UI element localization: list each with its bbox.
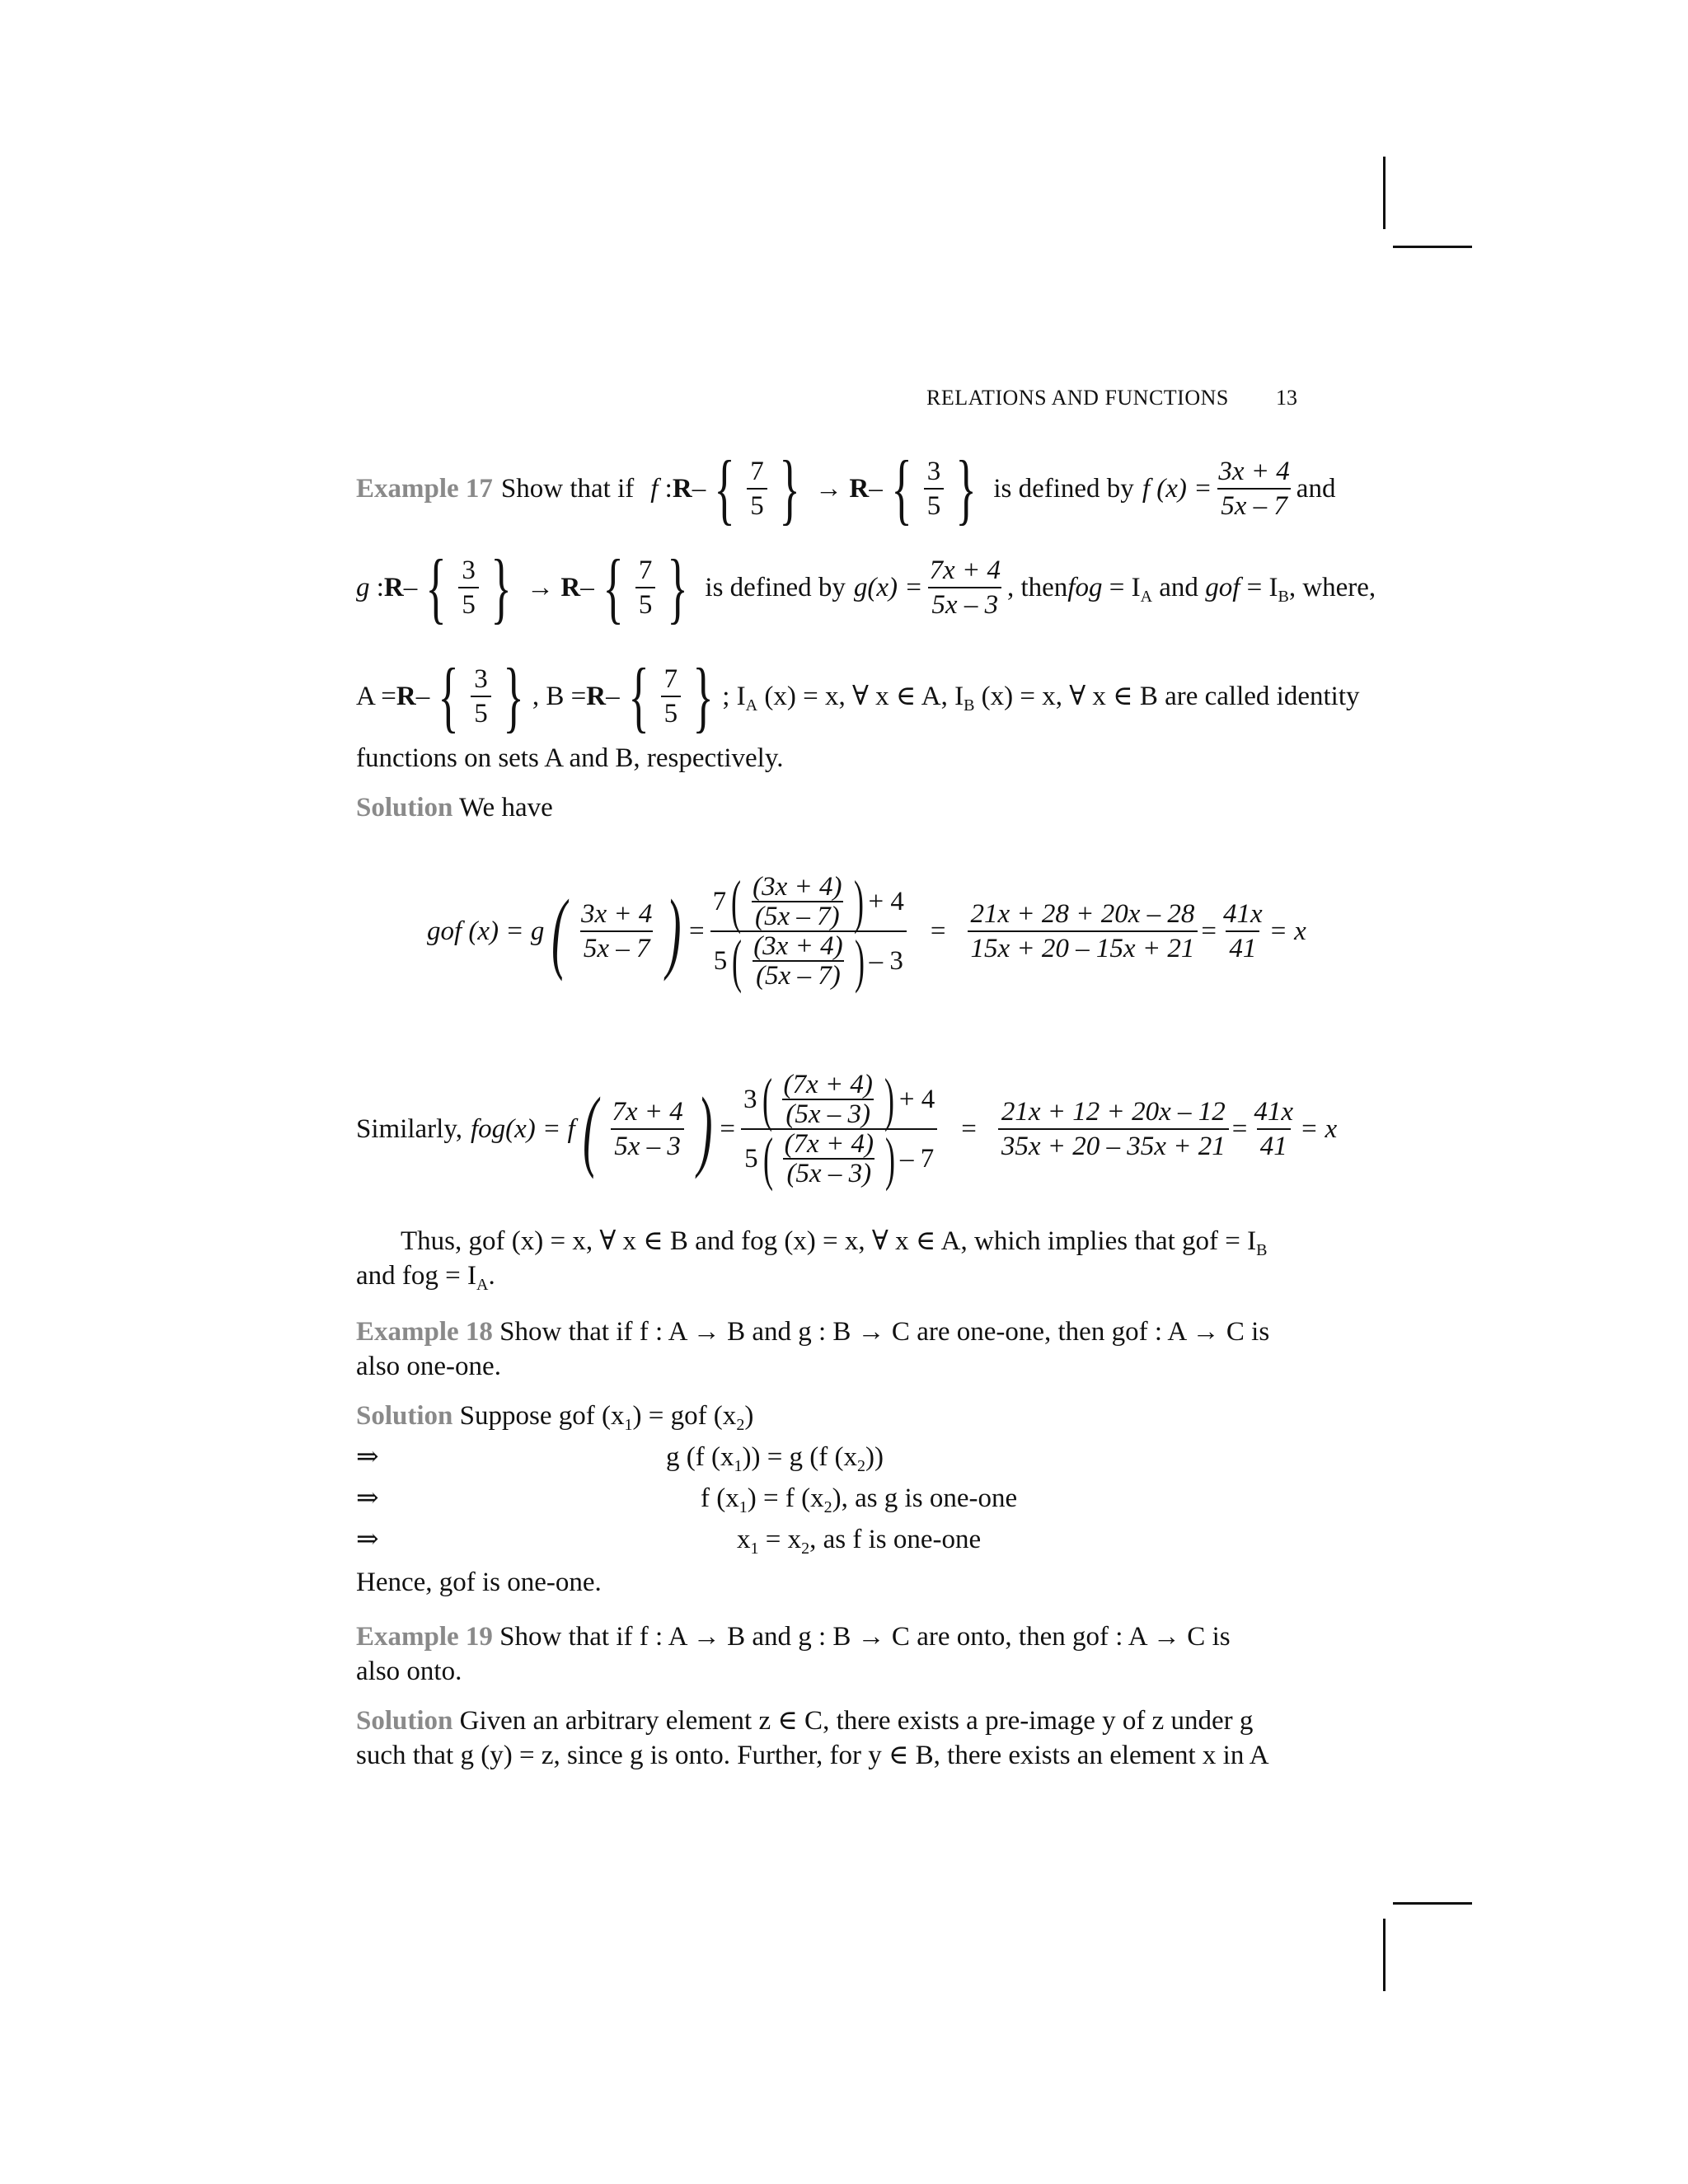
implies-arrow-3: ⇒ (356, 1525, 379, 1554)
set-seven-fifths: { $\frac{7}{5}$ } (714, 444, 800, 532)
example-17-line-1: Example 17 Show that if f : R – { $\frac{7}{5}$ } → R – { $\frac{3}{5}$ } is defined by f (x) = $\frac{3x + 4}{5x - 7}$ and (356, 444, 1336, 532)
set-B-def: , B = (532, 682, 587, 711)
solution-18-conclusion: Hence, gof is one-one. (356, 1568, 602, 1597)
implies-arrow-2: ⇒ (356, 1483, 379, 1513)
identity-statement: , thenfog = $I_A$ and gof = $I_B$, where, (1006, 573, 1376, 606)
fog-result: $\frac{41x}{41}$ (1254, 1097, 1294, 1161)
example-17-text-a: Show that if (500, 474, 635, 504)
set-A-def: A = (356, 682, 396, 711)
identity-definitions: ; $I_A$ (x) = x, ∀ x ∈ A, $I_B$ (x) = x, ∀ x ∈ B are called identity (722, 682, 1360, 715)
set-three-fifths-2: { $\frac{3}{5}$ } (425, 543, 512, 631)
example-17-and: and (1296, 474, 1336, 504)
function-f: f (650, 474, 659, 504)
running-title: RELATIONS AND FUNCTIONS (926, 386, 1229, 410)
crop-mark-top-vertical (1383, 157, 1386, 229)
example-19-line-2: also onto. (356, 1657, 462, 1686)
example-17-label: Example 17 (356, 474, 493, 504)
solution-19-label: Solution (356, 1706, 453, 1736)
set-three-fifths: { $\frac{3}{5}$ } (891, 444, 977, 532)
example-18-line-1: Example 18 Show that if f : A → B and g : B → C are one-one, then gof : A → C is (356, 1317, 1270, 1347)
solution-17-text: We have (459, 793, 553, 823)
g-of-x: g(x) = (853, 573, 923, 602)
implies-arrow-1: ⇒ (356, 1442, 379, 1472)
set-three-fifths-3: { $\frac{3}{5}$ } (438, 652, 524, 740)
crop-mark-top-horizontal (1393, 246, 1472, 248)
f-of-x: f (x) = (1142, 474, 1212, 504)
gof-result: $\frac{41x}{41}$ (1222, 899, 1263, 963)
example-17-line-2: g : R – { $\frac{3}{5}$ } → R – { $\frac{7}{5}$ } is defined by g(x) = $\frac{7x + 4}{5x - 3}$ , thenfog = $I_A$ and gof = $I_B$, where, (356, 543, 1376, 631)
set-seven-fifths-3: { $\frac{7}{5}$ } (627, 652, 714, 740)
example-17-text-b: is defined by (993, 474, 1134, 504)
fog-compound-fraction: 3 ( $\frac{(7x + 4)}{(5x - 3)}$ ) + 4 5 ( $\frac{(7x + 4)}{(5x - 3)}$ ) – 7 (740, 1071, 938, 1188)
gof-simplified: $\frac{21x + 28 + 20x - 28}{15x + 20 - 15x + 21}$ (968, 898, 1198, 965)
gof-equation: gof (x) = g ( $\frac{3x + 4}{5x - 7}$ ) = 7 ( $\frac{(3x + 4)}{(5x - 7)}$ ) + 4 5 ( $\frac{(3x + 4)}{(5x - 7)}$ ) – 3 = $\frac{21x + 28 + 20x - 28}{15x + 20 - 15x + 21}$ = $\frac{41x}{41}$ = x (427, 869, 1306, 994)
example-17-text-c: is defined by (705, 573, 846, 602)
gof-lhs: gof (x) = g (427, 916, 545, 946)
f-fraction: $\frac{3x + 4}{5x - 7}$ (1218, 457, 1290, 521)
fog-lhs: fog(x) = f (470, 1113, 575, 1144)
example-18-line-2: also one-one. (356, 1352, 501, 1381)
running-header (926, 386, 1229, 410)
similarly-label: Similarly, (356, 1113, 462, 1144)
solution-19-line-1: Solution Given an arbitrary element z ∈ C, there exists a pre-image y of z under g (356, 1706, 1254, 1736)
solution-18-step-1: g (f $(x_1)) = g$ (f $(x_2)$) (666, 1442, 884, 1475)
thus-line-1: Thus, gof (x) = x, ∀ x ∈ B and fog (x) = x, ∀ x ∈ A, which implies that gof = $I_B$ (401, 1226, 1268, 1259)
function-g: g (356, 573, 370, 602)
example-19-label: Example 19 (356, 1622, 493, 1652)
page-number: 13 (1276, 386, 1297, 410)
g-fraction: $\frac{7x + 4}{5x - 3}$ (929, 555, 1001, 620)
example-17-line-4: functions on sets A and B, respectively. (356, 743, 784, 773)
solution-19-line-2: such that g (y) = z, since g is onto. Further, for y ∈ B, there exists an element x in A (356, 1741, 1269, 1770)
solution-18-step-2: f $(x_1) = f$ $(x_2)$, as g is one-one (701, 1483, 1018, 1516)
example-19-line-1: Example 19 Show that if f : A → B and g : B → C are onto, then gof : A → C is (356, 1622, 1231, 1652)
example-17-line-3: A = R – { $\frac{3}{5}$ } , B = R – { $\frac{7}{5}$ } ; $I_A$ (x) = x, ∀ x ∈ A, $I_B$ (x) = x, ∀ x ∈ B are called identity (356, 652, 1360, 740)
fog-simplified: $\frac{21x + 12 + 20x - 12}{35x + 20 - 35x + 21}$ (998, 1095, 1229, 1163)
crop-mark-bottom-horizontal (1393, 1902, 1472, 1905)
solution-18-line-1: Solution Suppose gof $(x_1)$ = gof $(x_2)$ (356, 1401, 754, 1434)
example-18-label: Example 18 (356, 1317, 493, 1347)
solution-17-label: Solution (356, 793, 453, 823)
solution-18-step-3: $x_1 = x_2$, as f is one-one (737, 1525, 982, 1558)
solution-18-label: Solution (356, 1401, 453, 1431)
gof-compound-fraction: 7 ( $\frac{(3x + 4)}{(5x - 7)}$ ) + 4 5 ( $\frac{(3x + 4)}{(5x - 7)}$ ) – 3 (710, 873, 907, 990)
thus-line-2: and fog = $I_A$. (356, 1261, 495, 1294)
crop-mark-bottom-vertical (1383, 1919, 1386, 1991)
solution-17-intro (356, 791, 553, 824)
set-seven-fifths-2: { $\frac{7}{5}$ } (603, 543, 689, 631)
fog-equation: Similarly, fog(x) = f ( $\frac{7x + 4}{5x - 3}$ ) = 3 ( $\frac{(7x + 4)}{(5x - 3)}$ ) + 4 5 ( $\frac{(7x + 4)}{(5x - 3)}$ ) – 7 = $\frac{21x + 12 + 20x - 12}{35x + 20 - 35x + 21}$ = $\frac{41x}{41}$ = x (356, 1066, 1338, 1192)
